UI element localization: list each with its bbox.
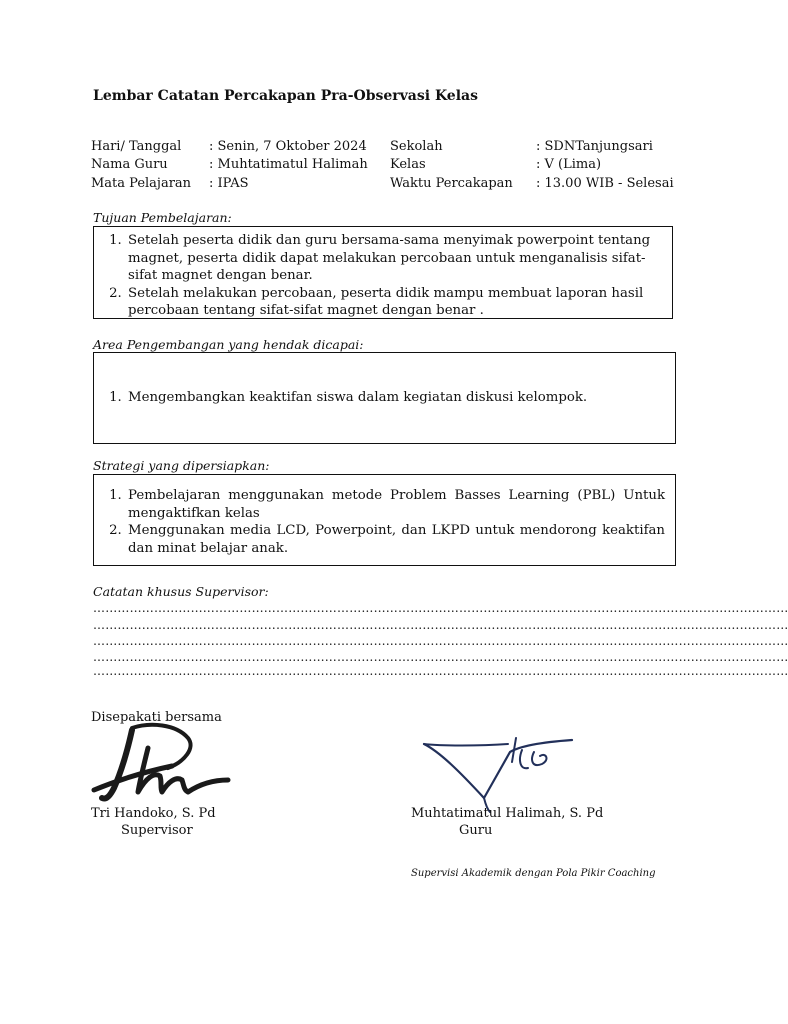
list-item: 2. Menggunakan media LCD, Powerpoint, dan LKPD untuk mendorong keaktifan dan minat belajar anak. xyxy=(126,522,665,557)
hari-label: Hari/ Tanggal xyxy=(91,139,182,154)
dotted-line: ……………………………………………………………………………………………………………………………………………………… xyxy=(93,664,788,678)
agreed-label: Disepakati bersama xyxy=(91,710,222,725)
hari-value: : Senin, 7 Oktober 2024 xyxy=(209,139,367,154)
document-title: Lembar Catatan Percakapan Pra-Observasi Kelas xyxy=(93,88,478,104)
dotted-line: ……………………………………………………………………………………………………………………………………………………… xyxy=(93,618,788,632)
area-box xyxy=(93,352,676,444)
guru-label: Nama Guru xyxy=(91,157,168,172)
sekolah-label: Sekolah xyxy=(390,139,443,154)
supervisor-name: Tri Handoko, S. Pd xyxy=(91,806,216,821)
waktu-label: Waktu Percakapan xyxy=(390,176,513,191)
dotted-line: ……………………………………………………………………………………………………………………………………………………… xyxy=(93,601,788,615)
supervisor-signature xyxy=(88,718,233,803)
teacher-signature xyxy=(420,732,580,812)
teacher-role: Guru xyxy=(459,823,493,838)
dotted-line: ……………………………………………………………………………………………………………………………………………………… xyxy=(93,634,788,648)
guru-value: : Muhtatimatul Halimah xyxy=(209,157,368,172)
mapel-value: : IPAS xyxy=(209,176,249,191)
catatan-label: Catatan khusus Supervisor: xyxy=(93,584,269,599)
supervisor-role: Supervisor xyxy=(121,823,193,838)
kelas-label: Kelas xyxy=(390,157,426,172)
kelas-value: : V (Lima) xyxy=(536,157,602,172)
mapel-label: Mata Pelajaran xyxy=(91,176,192,191)
list-item: 1. Mengembangkan keaktifan siswa dalam kegiatan diskusi kelompok. xyxy=(126,389,675,407)
strategi-box xyxy=(93,474,676,566)
waktu-value: : 13.00 WIB - Selesai xyxy=(536,176,674,191)
footer-note: Supervisi Akademik dengan Pola Pikir Coaching xyxy=(411,868,656,879)
list-item: 1. Pembelajaran menggunakan metode Problem Basses Learning (PBL) Untuk mengaktifkan kelas xyxy=(126,487,665,522)
list-item: 1. Setelah peserta didik dan guru bersama-sama menyimak powerpoint tentang magnet, peserta didik dapat melakukan percobaan untuk menganalisis sifat-sifat magnet dengan benar. xyxy=(126,232,660,285)
teacher-name: Muhtatimatul Halimah, S. Pd xyxy=(411,806,604,821)
list-item: 2. Setelah melakukan percobaan, peserta didik mampu membuat laporan hasil percobaan tentang sifat-sifat magnet dengan benar . xyxy=(126,285,660,320)
tujuan-label: Tujuan Pembelajaran: xyxy=(93,210,232,225)
area-label: Area Pengembangan yang hendak dicapai: xyxy=(93,337,364,352)
sekolah-value: : SDNTanjungsari xyxy=(536,139,653,154)
dotted-line: ……………………………………………………………………………………………………………………………………………………… xyxy=(93,650,788,664)
strategi-label: Strategi yang dipersiapkan: xyxy=(93,458,270,473)
tujuan-box xyxy=(93,226,673,319)
